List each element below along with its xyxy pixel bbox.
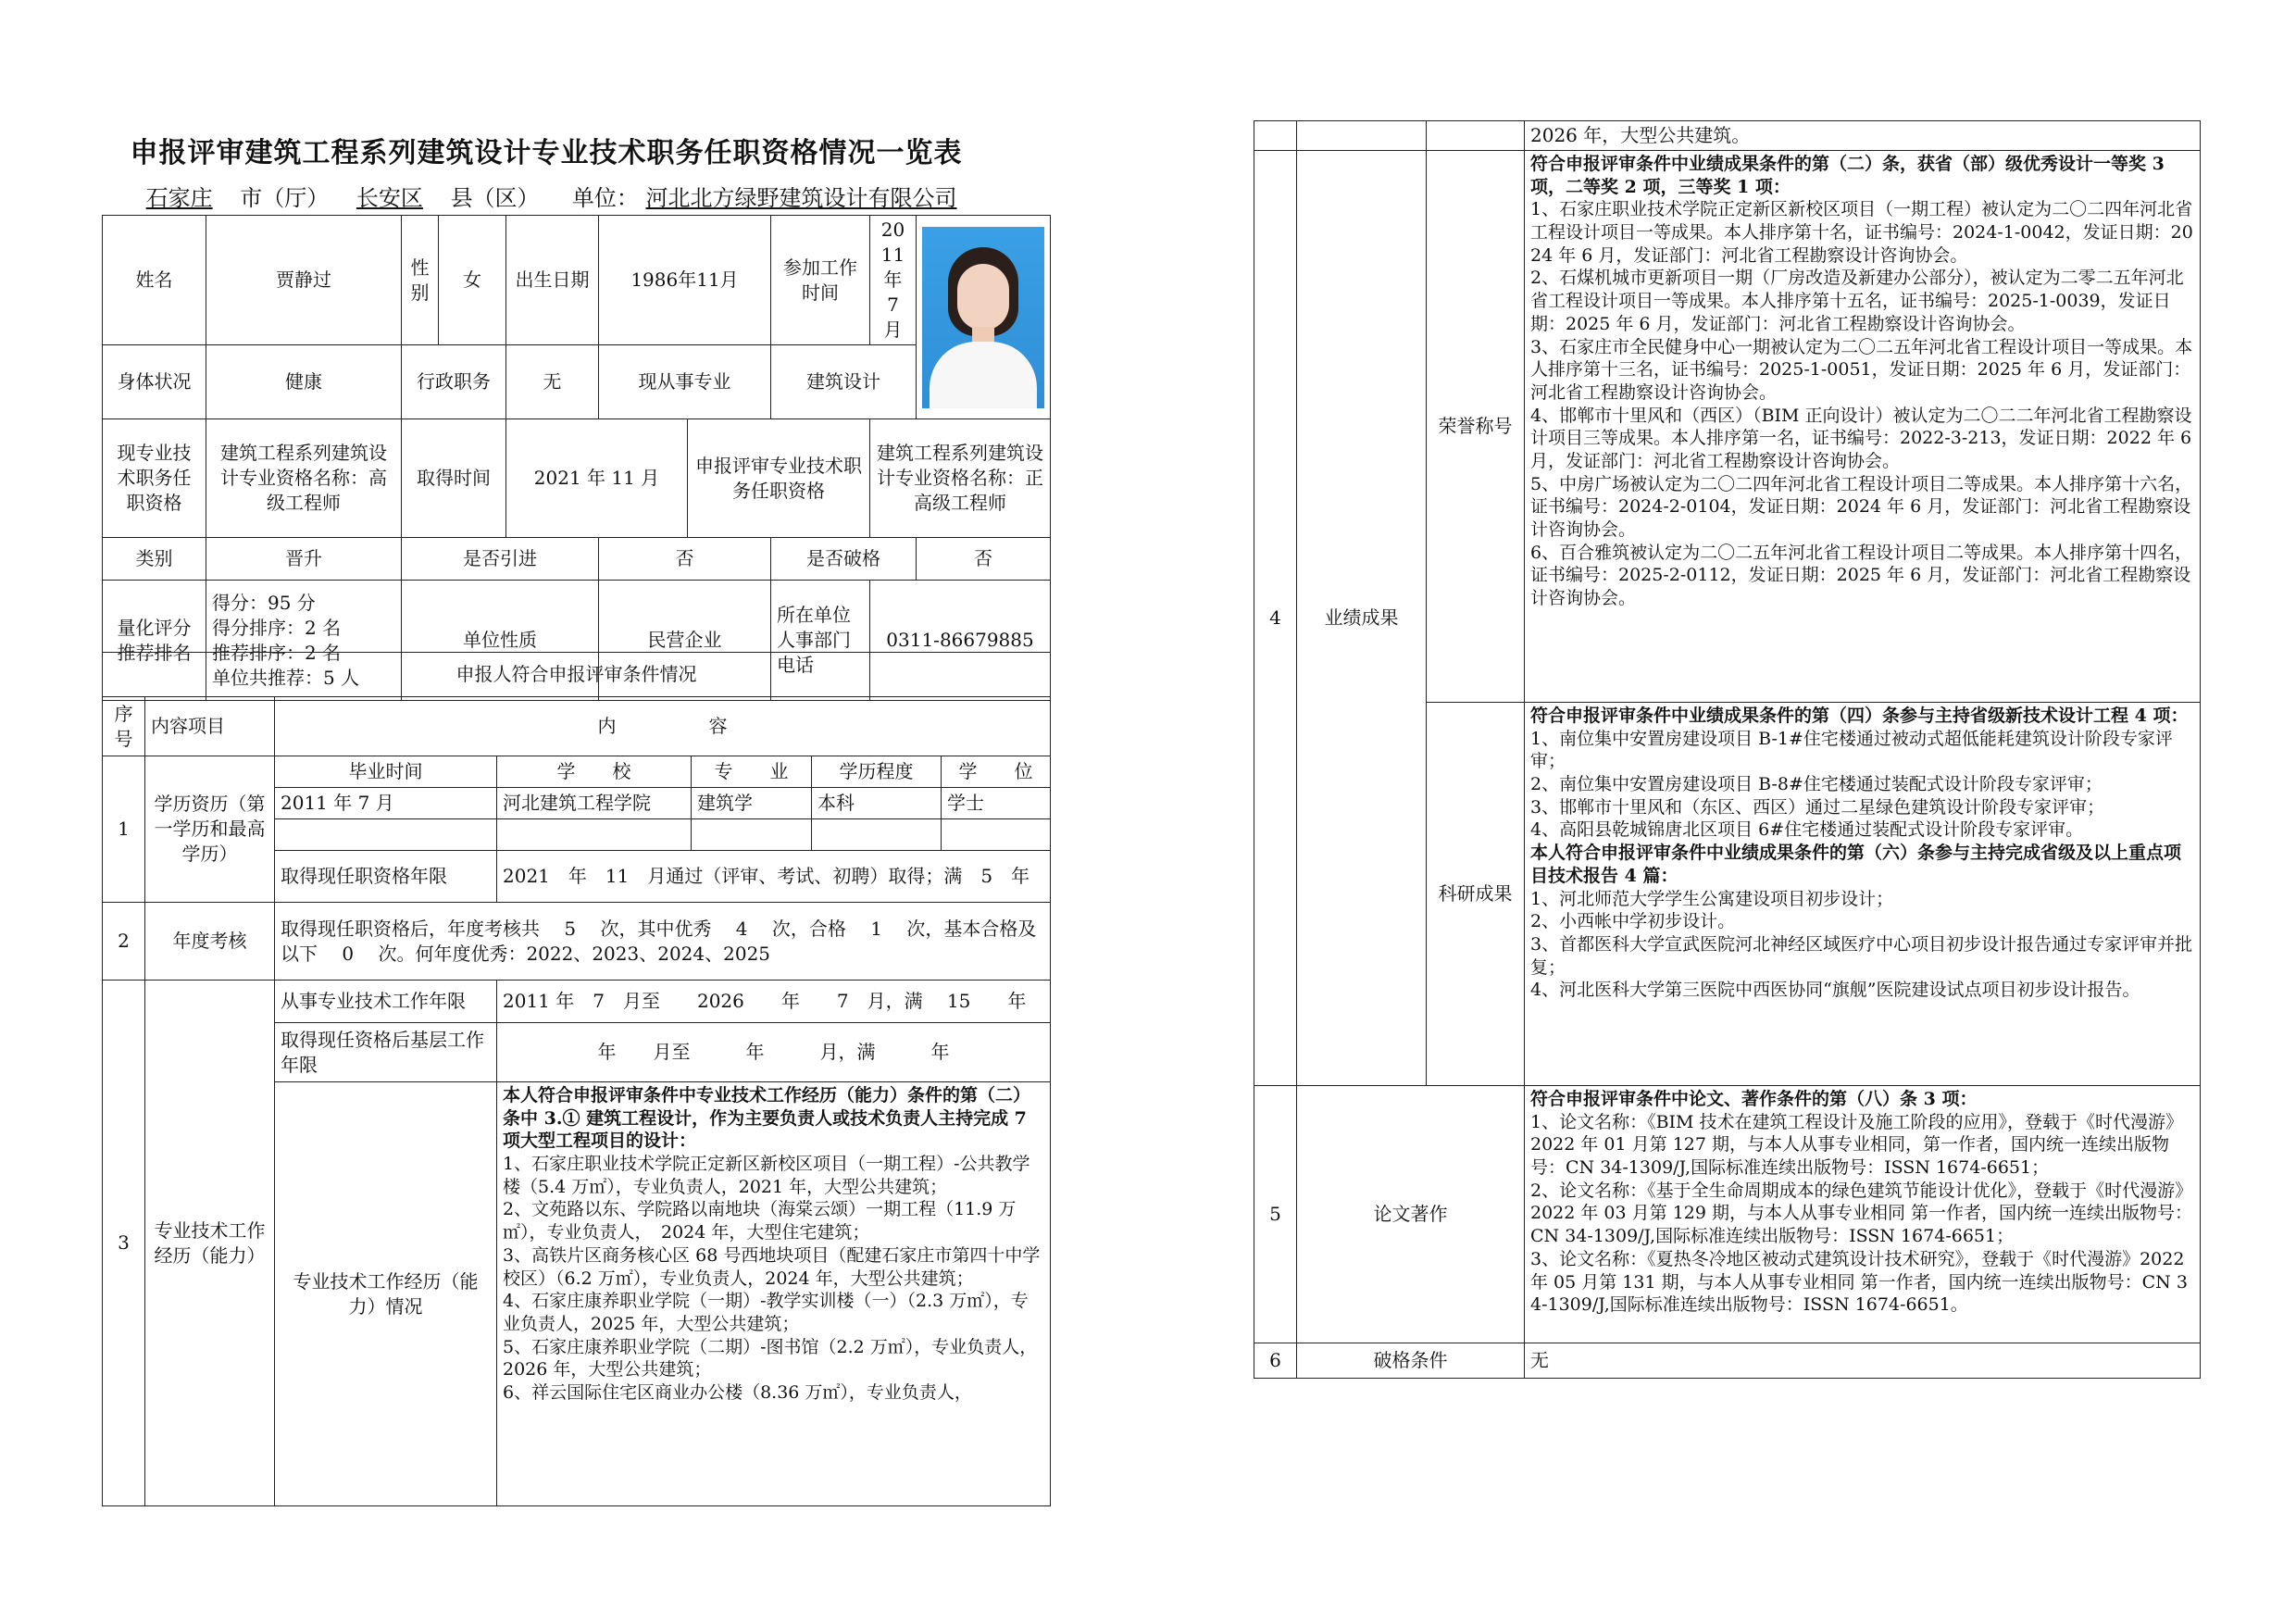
row3-seq: 3: [103, 981, 145, 1506]
row4-research-item: 1、河北师范大学学生公寓建设项目初步设计；: [1530, 888, 1894, 909]
apply-label: 申报评审专业技术职务任职资格: [688, 419, 870, 538]
score-line: 推荐排序：2 名: [212, 641, 342, 664]
row4-research-label: 科研成果: [1427, 703, 1525, 1086]
birth-value: 1986年11月: [599, 216, 771, 345]
row5-seq: 5: [1254, 1086, 1297, 1343]
exception-value: 否: [917, 538, 1051, 581]
row3-exp-bold: 本人符合申报评审条件中专业技术工作经历（能力）条件的第（二）条中 3.① 建筑工程设计，作为主要负责人或技术负责人主持完成 7 项大型工程项目的设计：: [503, 1085, 1031, 1152]
row1-col: 学 校: [497, 756, 692, 788]
qual-value: 建筑工程系列建筑设计专业资格名称：高级工程师: [206, 419, 402, 538]
row3-cont: 2026 年，大型公共建筑。: [1525, 121, 2201, 151]
section-header: 申报人符合申报评审条件情况: [103, 653, 1051, 697]
row1-empty: [692, 819, 812, 851]
row1-col: 学历程度: [812, 756, 942, 788]
exception-label: 是否破格: [771, 538, 917, 581]
row1-val: 学士: [942, 788, 1051, 819]
row1-val: 建筑学: [692, 788, 812, 819]
row2-item: 年度考核: [145, 903, 275, 981]
row4-honor-item: 6、百合雅筑被认定为二〇二五年河北省工程设计项目二等成果。本人排序第十四名，证书编号：2025-2-0112，发证日期：2025 年 6 月，发证部门：河北省工程勘察设计咨询协会。: [1530, 542, 2193, 609]
current-major-label: 现从事专业: [599, 345, 771, 419]
work-start-label: 参加工作时间: [771, 216, 870, 345]
row4-honor-bold: 符合申报评审条件中业绩成果条件的第（二）条，获省（部）级优秀设计一等奖 3 项，二等奖 2 项，三等奖 1 项：: [1530, 154, 2165, 197]
admin-label: 行政职务: [402, 345, 506, 419]
photo-cell: [917, 216, 1051, 419]
row3-base-label: 取得现任资格后基层工作年限: [275, 1023, 497, 1082]
name-value: 贾静过: [206, 216, 402, 345]
row1-col: 专 业: [692, 756, 812, 788]
row4-research-item: 4、河北医科大学第三医院中西医协同“旗舰”医院建设试点项目初步设计报告。: [1530, 980, 2140, 1001]
row4-item: 业绩成果: [1297, 151, 1427, 1086]
score-line: 得分排序：2 名: [212, 616, 342, 639]
row4-research-item: 2、小西帐中学初步设计。: [1530, 911, 1736, 932]
basic-info-table: [102, 215, 1051, 701]
header-item: 内容项目: [145, 697, 275, 756]
row4-honor: [1525, 151, 2201, 703]
row1-years-label: 取得现任职资格年限: [275, 851, 497, 903]
row4-research-bold1: 符合申报评审条件中业绩成果条件的第（四）条参与主持省级新技术设计工程 4 项：: [1530, 706, 2189, 726]
hr-phone-label: 所在单位人事部门电话: [771, 581, 870, 701]
row3-work-years: 2011 年 7 月至 2026 年 7 月，满 15 年: [497, 981, 1051, 1023]
row1-empty: [812, 819, 942, 851]
hr-phone-value: 0311-86679885: [870, 581, 1051, 701]
row3-exp-label: 专业技术工作经历（能力）情况: [275, 1082, 497, 1506]
qual-label: 现专业技术职务任职资格: [103, 419, 206, 538]
row6-seq: 6: [1254, 1343, 1297, 1379]
row3-base: 年 月至 年 月，满 年: [497, 1023, 1051, 1082]
row6-item: 破格条件: [1297, 1343, 1525, 1379]
cont-label: [1427, 121, 1525, 151]
row5-item-text: 2、论文名称：《基于全生命周期成本的绿色建筑节能设计优化》，登载于《时代漫游》2022 年 03 月第 129 期，与本人从事专业相同 第一作者，国内统一连续出版物号：CN 34-1309/J,国际标准连续出版物号：ISSN 1674-6651；: [1530, 1180, 2193, 1247]
unit-nature-value: 民营企业: [599, 581, 771, 701]
introduced-label: 是否引进: [402, 538, 599, 581]
row1-empty: [942, 819, 1051, 851]
row3-work-years-label: 从事专业技术工作年限: [275, 981, 497, 1023]
row1-val: 河北建筑工程学院: [497, 788, 692, 819]
row1-seq: 1: [103, 756, 145, 903]
row6-text: 无: [1525, 1343, 2201, 1379]
row1-col: 毕业时间: [275, 756, 497, 788]
row4-honor-item: 4、邯郸市十里风和（西区）（BIM 正向设计）被认定为二〇二二年河北省工程勘察设计项目三等成果。本人排序第一名，证书编号：2022-3-213，发证日期：2022 年 6 月，发证部门：河北省工程勘察设计咨询协会。: [1530, 405, 2192, 471]
score-line: 单位共推荐：5 人: [212, 666, 360, 689]
conditions-table-right: [1254, 120, 2201, 1379]
row4-research-item: 4、高阳县乾城锦唐北区项目 6#住宅楼通过装配式设计阶段专家评审。: [1530, 819, 2084, 841]
row5-item-text: 1、论文名称：《BIM 技术在建筑工程设计及施工阶段的应用》，登载于《时代漫游》2022 年 01 月第 127 期，与本人从事专业相同，第一作者，国内统一连续出版物号：CN 34-1309/J,国际标准连续出版物号：ISSN 1674-6651；: [1530, 1111, 2184, 1179]
health-value: 健康: [206, 345, 402, 419]
obtain-value: 2021 年 11 月: [506, 419, 688, 538]
name-label: 姓名: [103, 216, 206, 345]
score-label: 量化评分推荐排名: [103, 581, 206, 701]
row3-exp-item: 6、祥云国际住宅区商业办公楼（8.36 万㎡），专业负责人，: [503, 1381, 972, 1403]
gender-value: 女: [439, 216, 506, 345]
admin-value: 无: [506, 345, 599, 419]
row1-val: 2011 年 7 月: [275, 788, 497, 819]
type-label: 类别: [103, 538, 206, 581]
row5-item-text: 3、论文名称：《夏热冬冷地区被动式建筑设计技术研究》，登载于《时代漫游》2022 年 05 月第 131 期，与本人从事专业相同 第一作者，国内统一连续出版物号：CN 34-1309/J,国际标准连续出版物号：ISSN 1674-6651。: [1530, 1248, 2188, 1316]
unit-district-suffix: 县（区）: [450, 185, 540, 211]
row3-exp-item: 4、石家庄康养职业学院（一期）-教学实训楼（一）（2.3 万㎡），专业负责人，2025 年，大型公共建筑；: [503, 1291, 1029, 1334]
obtain-label: 取得时间: [402, 419, 506, 538]
row1-empty: [275, 819, 497, 851]
row3-exp-item: 3、高铁片区商务核心区 68 号西地块项目（配建石家庄市第四十中学校区）（6.2 万㎡），专业负责人，2024 年，大型公共建筑；: [503, 1244, 1041, 1289]
row3-exp-item: 1、石家庄职业技术学院正定新区新校区项目（一期工程）-公共教学楼（5.4 万㎡），专业负责人，2021 年，大型公共建筑；: [503, 1154, 1030, 1197]
work-start-value: 2011 年 7 月: [870, 216, 917, 345]
cont-seq: [1254, 121, 1297, 151]
unit-name: 河北北方绿野建筑设计有限公司: [645, 185, 957, 211]
unit-line: [102, 180, 991, 212]
page-title: 申报评审建筑工程系列建筑设计专业技术职务任职资格情况一览表: [130, 137, 963, 169]
row1-empty: [497, 819, 692, 851]
score-line: 得分：95 分: [212, 591, 316, 614]
introduced-value: 否: [599, 538, 771, 581]
row4-research-item: 2、南位集中安置房建设项目 B-8#住宅楼通过装配式设计阶段专家评审；: [1530, 774, 2103, 795]
row2-seq: 2: [103, 903, 145, 981]
row4-research: [1525, 703, 2201, 1086]
unit-label: 单位：: [571, 185, 639, 211]
row3-exp-item: 2、文苑路以东、学院路以南地块（海棠云颂）一期工程（11.9 万㎡），专业负责人， 2024 年，大型住宅建筑；: [503, 1199, 1017, 1243]
unit-district: 长安区: [356, 185, 423, 211]
row3-exp: [497, 1082, 1051, 1506]
row1-years: 2021 年 11 月通过（评审、考试、初聘）取得；满 5 年: [497, 851, 1051, 903]
row4-honor-item: 1、石家庄职业技术学院正定新区新校区项目（一期工程）被认定为二〇二四年河北省工程设计项目一等成果。本人排序第十名，证书编号：2024-1-0042，发证日期：2024 年 6 月，发证部门：河北省工程勘察设计咨询协会。: [1530, 199, 2193, 266]
gender-label: 性别: [402, 216, 439, 345]
unit-city: 石家庄: [145, 185, 213, 211]
row5-content: [1525, 1086, 2201, 1343]
conditions-table-left: [102, 652, 1051, 1506]
row3-item: 专业技术工作经历（能力）: [145, 981, 275, 1506]
row4-research-item: 3、邯郸市十里风和（东区、西区）通过二星绿色建筑设计阶段专家评审；: [1530, 796, 2105, 818]
unit-nature-label: 单位性质: [402, 581, 599, 701]
row4-research-item: 1、南位集中安置房建设项目 B-1#住宅楼通过被动式超低能耗建筑设计阶段专家评审；: [1530, 728, 2173, 772]
row5-bold: 符合申报评审条件中论文、著作条件的第（八）条 3 项：: [1530, 1089, 1978, 1109]
row4-research-item: 3、首都医科大学宣武医院河北神经区域医疗中心项目初步设计报告通过专家评审并批复；: [1530, 933, 2193, 978]
birth-label: 出生日期: [506, 216, 599, 345]
cont-item: [1297, 121, 1427, 151]
type-value: 晋升: [206, 538, 402, 581]
row4-seq: 4: [1254, 151, 1297, 1086]
row3-exp-item: 5、石家庄康养职业学院（二期）-图书馆（2.2 万㎡），专业负责人，2026 年，大型公共建筑；: [503, 1336, 1038, 1380]
row4-research-bold2: 本人符合申报评审条件中业绩成果条件的第（六）条参与主持完成省级及以上重点项目技术报告 4 篇：: [1530, 843, 2182, 886]
health-label: 身体状况: [103, 345, 206, 419]
row5-item: 论文著作: [1297, 1086, 1525, 1343]
header-content: 内 容: [275, 697, 1051, 756]
row4-honor-label: 荣誉称号: [1427, 151, 1525, 703]
row2-text: 取得现任职资格后，年度考核共 5 次，其中优秀 4 次，合格 1 次，基本合格及以下 0 次。何年度优秀：2022、2023、2024、2025: [275, 903, 1051, 981]
apply-value: 建筑工程系列建筑设计专业资格名称：正高级工程师: [870, 419, 1051, 538]
row1-col: 学 位: [942, 756, 1051, 788]
row1-val: 本科: [812, 788, 942, 819]
row4-honor-item: 3、石家庄市全民健身中心一期被认定为二〇二五年河北省工程设计项目一等成果。本人排序第十三名，证书编号：2025-1-0051，发证日期：2025 年 6 月，发证部门：河北省工程勘察设计咨询协会。: [1530, 336, 2193, 403]
row4-honor-item: 2、石煤机城市更新项目一期（厂房改造及新建办公部分），被认定为二零二五年河北省工程设计项目一等成果。本人排序第十五名，证书编号：2025-1-0039，发证日期：2025 年 6 月，发证部门：河北省工程勘察设计咨询协会。: [1530, 268, 2184, 334]
row4-honor-item: 5、中房广场被认定为二〇二四年河北省工程设计项目二等成果。本人排序第十六名，证书编号：2024-2-0104，发证日期：2024 年 6 月，发证部门：河北省工程勘察设计咨询协会。: [1530, 473, 2193, 540]
unit-city-suffix: 市（厅）: [240, 185, 330, 211]
header-seq: 序号: [103, 697, 145, 756]
row1-item: 学历资历（第一学历和最高学历）: [145, 756, 275, 903]
current-major-value: 建筑设计: [771, 345, 917, 419]
applicant-photo: [922, 227, 1044, 408]
